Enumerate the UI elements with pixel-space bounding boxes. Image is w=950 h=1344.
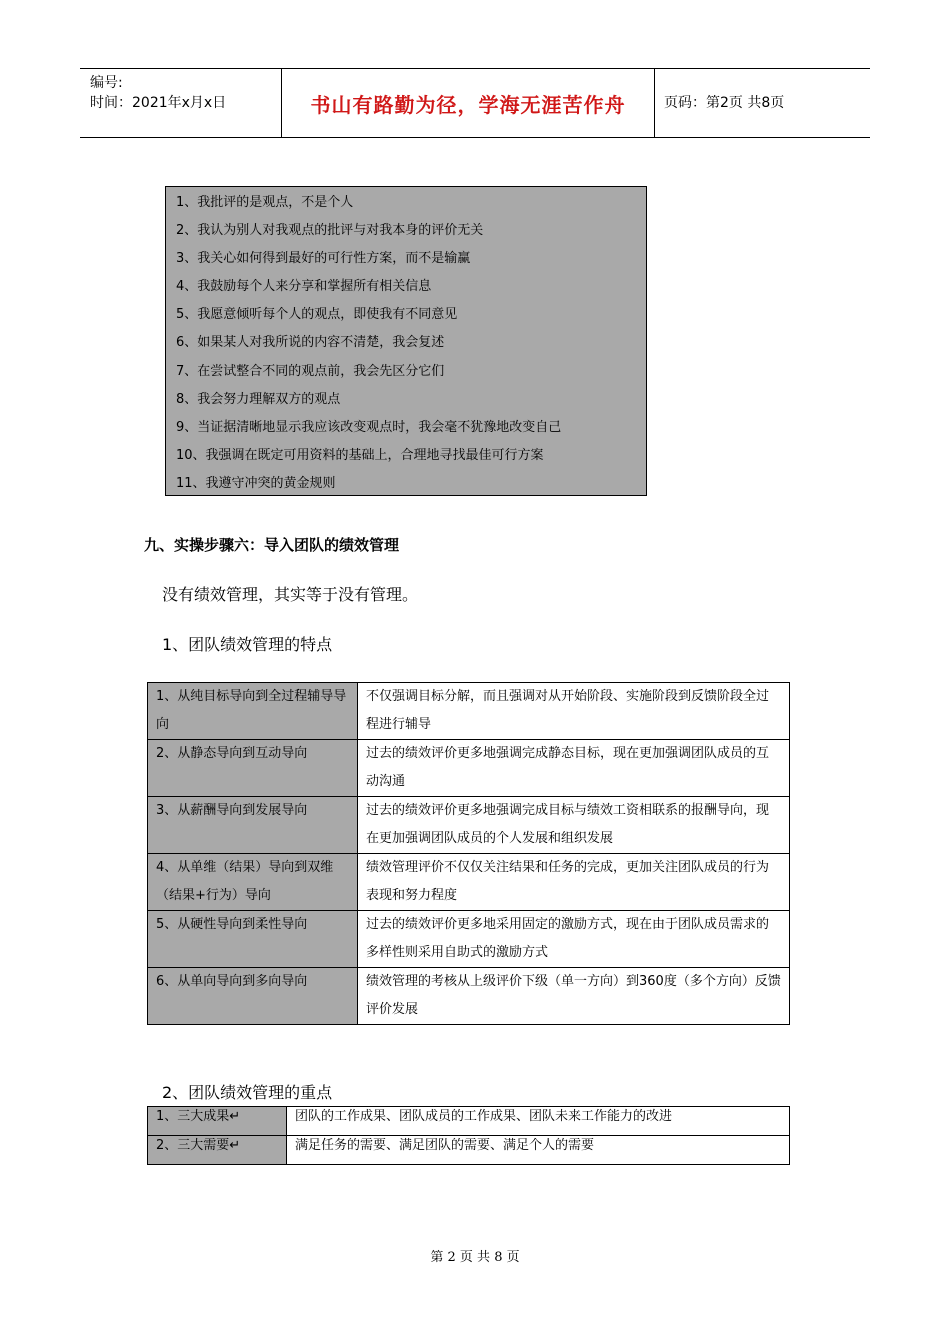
table-key-cell: 2、三大需要↵	[148, 1136, 287, 1165]
rule-item: 8、我会努力理解双方的观点	[176, 391, 341, 407]
table-row	[148, 968, 790, 1025]
rule-item: 11、我遵守冲突的黄金规则	[176, 475, 336, 491]
rule-item: 3、我关心如何得到最好的可行性方案，而不是输赢	[176, 251, 471, 267]
focus-table	[147, 1106, 790, 1165]
table-row	[148, 1136, 790, 1165]
table-value-cell: 绩效管理的考核从上级评价下级（单一方向）到360度（多个方向）反馈评价发展	[358, 968, 790, 1025]
table-row	[148, 1107, 790, 1136]
table-key-cell: 4、从单维（结果）导向到双维（结果+行为）导向	[148, 854, 358, 911]
rule-item: 9、当证据清晰地显示我应该改变观点时，我会毫不犹豫地改变自己	[176, 419, 562, 435]
rule-item: 7、在尝试整合不同的观点前，我会先区分它们	[176, 363, 445, 379]
page-footer: 第 2 页 共 8 页	[430, 1250, 520, 1265]
table-row	[148, 683, 790, 740]
subheading-features: 1、团队绩效管理的特点	[162, 635, 333, 654]
table-key-cell: 3、从薪酬导向到发展导向	[148, 797, 358, 854]
table-key-cell: 1、三大成果↵	[148, 1107, 287, 1136]
section-title: 九、实操步骤六：导入团队的绩效管理	[144, 536, 400, 554]
header-motto: 书山有路勤为径，学海无涯苦作舟	[310, 92, 626, 117]
section-intro: 没有绩效管理，其实等于没有管理。	[162, 585, 419, 604]
page-header	[80, 68, 870, 138]
table-key-cell: 5、从硬性导向到柔性导向	[148, 911, 358, 968]
table-value-cell: 过去的绩效评价更多地强调完成目标与绩效工资相联系的报酬导向，现在更加强调团队成员的个人发展和组织发展	[358, 797, 790, 854]
table-key-cell: 2、从静态导向到互动导向	[148, 740, 358, 797]
table-row	[148, 797, 790, 854]
number-label: 编号:	[90, 75, 123, 91]
table-row	[148, 911, 790, 968]
features-table	[147, 682, 790, 1025]
rule-item: 2、我认为别人对我观点的批评与对我本身的评价无关	[176, 223, 484, 239]
table-value-cell: 不仅强调目标分解，而且强调对从开始阶段、实施阶段到反馈阶段全过程进行辅导	[358, 683, 790, 740]
table-value-cell: 团队的工作成果、团队成员的工作成果、团队未来工作能力的改进	[287, 1107, 790, 1136]
table-key-cell: 6、从单向导向到多向导向	[148, 968, 358, 1025]
subheading-focus: 2、团队绩效管理的重点	[162, 1083, 333, 1102]
rule-item: 4、我鼓励每个人来分享和掌握所有相关信息	[176, 279, 432, 295]
rule-item: 6、如果某人对我所说的内容不清楚，我会复述	[176, 335, 445, 351]
time-label: 时间：2021年x月x日	[90, 95, 227, 111]
table-value-cell: 过去的绩效评价更多地强调完成静态目标，现在更加强调团队成员的互动沟通	[358, 740, 790, 797]
rule-item: 1、我批评的是观点，不是个人	[176, 195, 354, 210]
page-number-label: 页码：第2页 共8页	[664, 95, 785, 111]
header-meta	[90, 73, 226, 113]
conflict-rules-box	[165, 186, 647, 496]
table-value-cell: 过去的绩效评价更多地采用固定的激励方式，现在由于团队成员需求的多样性则采用自助式的激励方式	[358, 911, 790, 968]
rule-item: 10、我强调在既定可用资料的基础上，合理地寻找最佳可行方案	[176, 447, 544, 463]
table-row	[148, 854, 790, 911]
header-divider	[654, 69, 655, 137]
table-value-cell: 绩效管理评价不仅仅关注结果和任务的完成，更加关注团队成员的行为表现和努力程度	[358, 854, 790, 911]
rule-item: 5、我愿意倾听每个人的观点，即使我有不同意见	[176, 307, 458, 323]
table-key-cell: 1、从纯目标导向到全过程辅导导向	[148, 683, 358, 740]
table-value-cell: 满足任务的需要、满足团队的需要、满足个人的需要	[287, 1136, 790, 1165]
table-row	[148, 740, 790, 797]
